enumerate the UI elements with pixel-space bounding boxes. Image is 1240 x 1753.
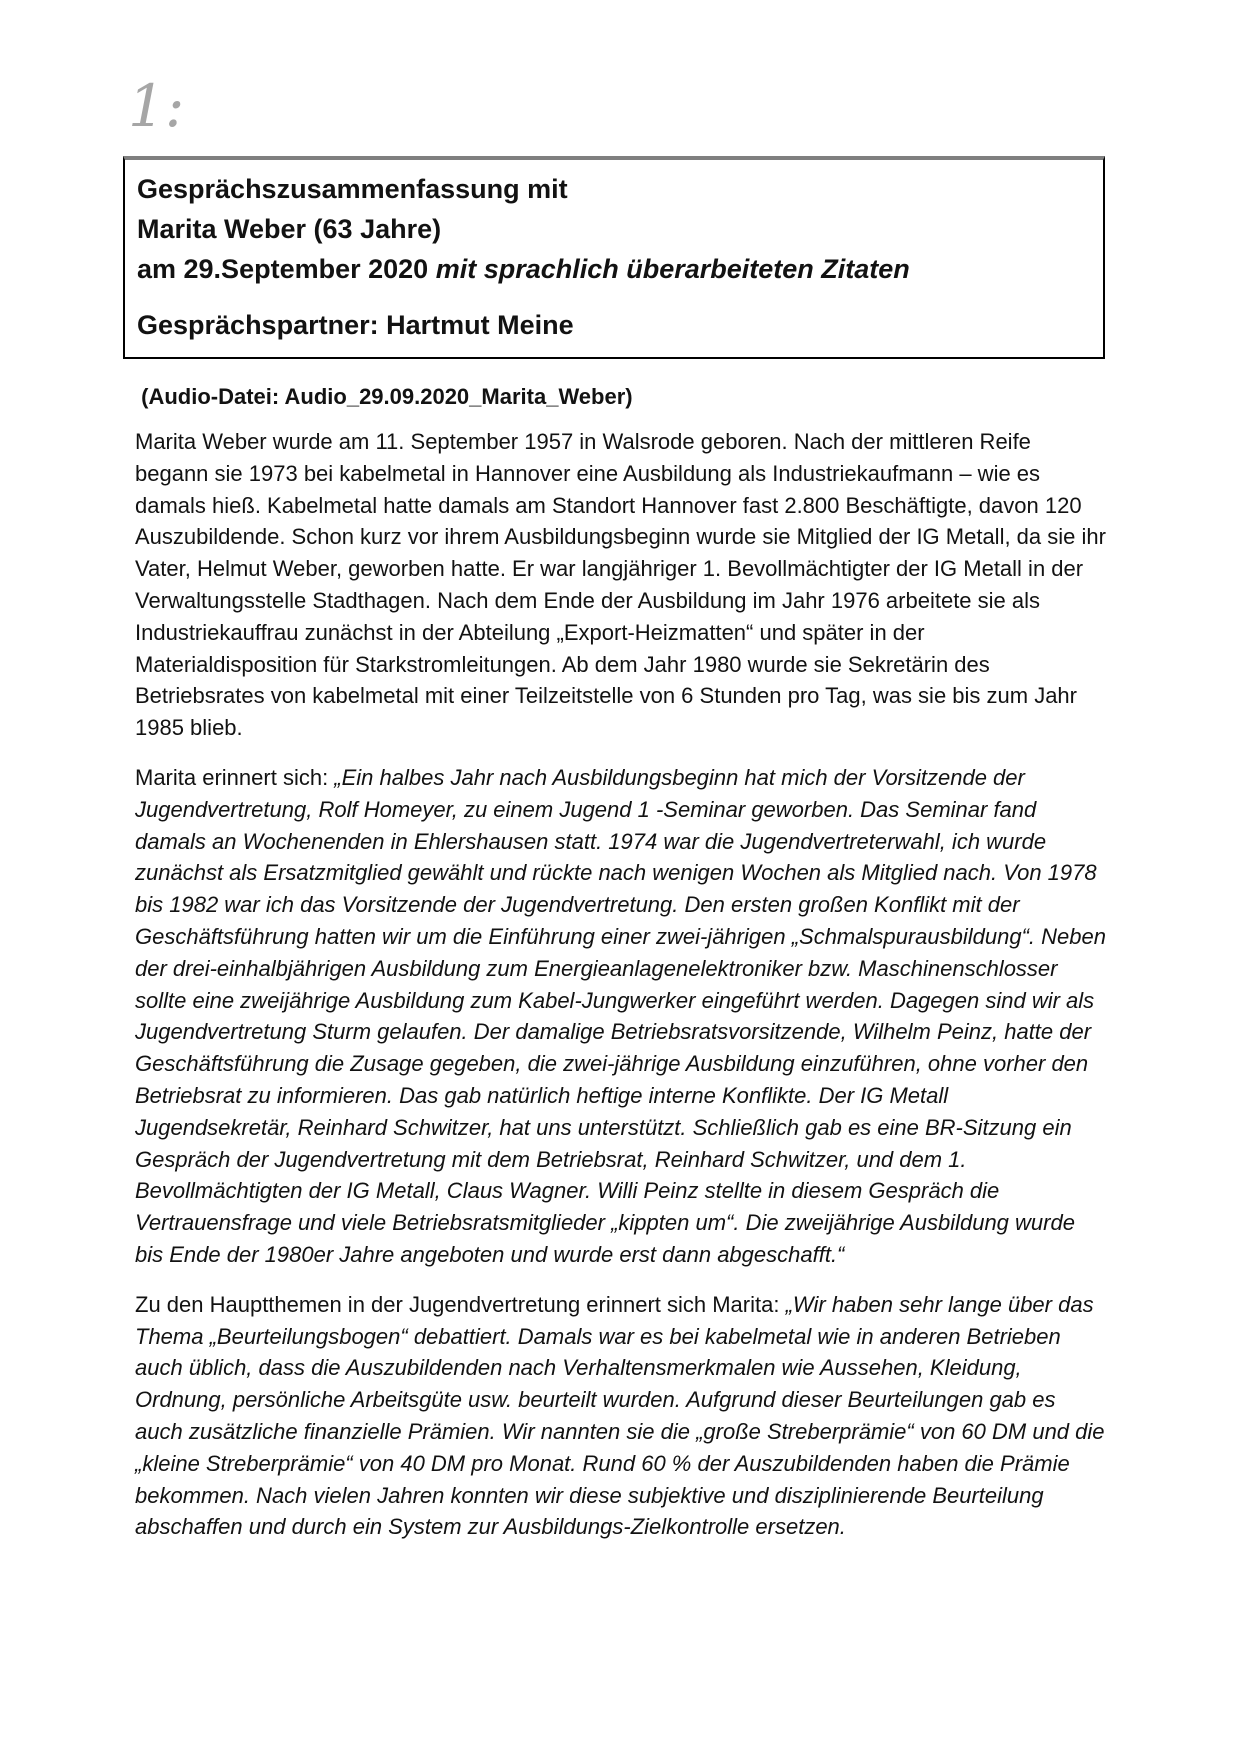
audio-file-note: (Audio-Datei: Audio_29.09.2020_Marita_Weber) [135, 384, 633, 409]
text-run: Zu den Hauptthemen in der Jugendvertretung erinnert sich Marita: [135, 1291, 786, 1317]
text-run: Marita erinnert sich: [135, 764, 335, 790]
quote-run: „Wir haben sehr lange über das Thema „Beurteilungsbogen“ debattiert. Damals war es bei kabelmetal wie in anderen Betrieben auch üblich, dass die Auszubildenden nach Verhaltensmerkmalen wie Aussehen, Kleidung, Ordnung, persönliche Arbeitsgüte usw. beurteilt wurden. Aufgrund dieser Beurteilungen gab es auch zusätzliche finanzielle Prämien. Wir nannten sie die „große Streberprämie“ von 60 DM und die „kleine Streberprämie“ von 40 DM pro Monat. Rund 60 % der Auszubildenden haben die Prämie bekommen. Nach vielen Jahren konnten wir diese subjektive und disziplinierende Beurteilung abschaffen und durch ein System zur Ausbildungs-Zielkontrolle ersetzen. [135, 1291, 1105, 1540]
title-revision-note: mit sprachlich überarbeiteten Zitaten [435, 254, 910, 284]
interview-partner-line: Gesprächspartner: Hartmut Meine [137, 310, 574, 340]
quote-run: „Ein halbes Jahr nach Ausbildungsbeginn hat mich der Vorsitzende der Jugendvertretung, Rolf Homeyer, zu einem Jugend 1 -Seminar geworben. Das Seminar fand damals an Wochenenden in Ehlershausen statt. 1974 war die Jugendvertreterwahl, ich wurde zunächst als Ersatzmitglied gewählt und rückte nach wenigen Wochen als Mitglied nach. Von 1978 bis 1982 war ich das Vorsitzende der Jugendvertretung. Den ersten großen Konflikt mit der Geschäftsführung hatten wir um die Einführung einer zwei-jährigen „Schmalspurausbildung“. Neben der drei-einhalbjährigen Ausbildung zum Energieanlagenelektroniker bzw. Maschinenschlosser sollte eine zweijährige Ausbildung zum Kabel-Jungwerker eingeführt werden. Dagegen sind wir als Jugendvertretung Sturm gelaufen. Der damalige Betriebsratsvorsitzende, Wilhelm Peinz, hatte der Geschäftsführung die Zusage gegeben, die zwei-jährige Ausbildung einzuführen, ohne vorher den Betriebsrat zu informieren. Das gab natürlich heftige interne Konflikte. Der IG Metall Jugendsekretär, Reinhard Schwitzer, hat uns unterstützt. Schließlich gab es eine BR-Sitzung ein Gespräch der Jugendvertretung mit dem Betriebsrat, Reinhard Schwitzer, und dem 1. Bevollmächtigten der IG Metall, Claus Wagner. Willi Peinz stellte in diesem Gespräch die Vertrauensfrage und viele Betriebsratsmitglieder „kippten um“. Die zweijährige Ausbildung wurde bis Ende der 1980er Jahre angeboten und wurde erst dann abgeschafft.“ [135, 764, 1106, 1267]
document-body [135, 426, 1107, 1561]
page-number-mark: 1: [128, 72, 185, 140]
title-line-3 [137, 249, 1091, 289]
title-box [123, 156, 1105, 359]
title-date-text: am 29.September 2020 [137, 254, 436, 284]
paragraph [135, 426, 1107, 744]
paragraph [135, 762, 1107, 1271]
title-line-2: Marita Weber (63 Jahre) [137, 214, 442, 244]
paragraph [135, 1289, 1107, 1543]
text-run: Marita Weber wurde am 11. September 1957 in Walsrode geboren. Nach der mittleren Reife begann sie 1973 bei kabelmetal in Hannover eine Ausbildung als Industriekaufmann – wie es damals hieß. Kabelmetal hatte damals am Standort Hannover fast 2.800 Beschäftigte, davon 120 Auszubildende. Schon kurz vor ihrem Ausbildungsbeginn wurde sie Mitglied der IG Metall, da sie ihr Vater, Helmut Weber, geworben hatte. Er war langjähriger 1. Bevollmächtigter der IG Metall in der Verwaltungsstelle Stadthagen. Nach dem Ende der Ausbildung im Jahr 1976 arbeitete sie als Industriekauffrau zunächst in der Abteilung „Export-Heizmatten“ und später in der Materialdisposition für Starkstromleitungen. Ab dem Jahr 1980 wurde sie Sekretärin des Betriebsrates von kabelmetal mit einer Teilzeitstelle von 6 Stunden pro Tag, was sie bis zum Jahr 1985 blieb. [135, 429, 1106, 741]
title-line-1: Gesprächszusammenfassung mit [137, 174, 568, 204]
